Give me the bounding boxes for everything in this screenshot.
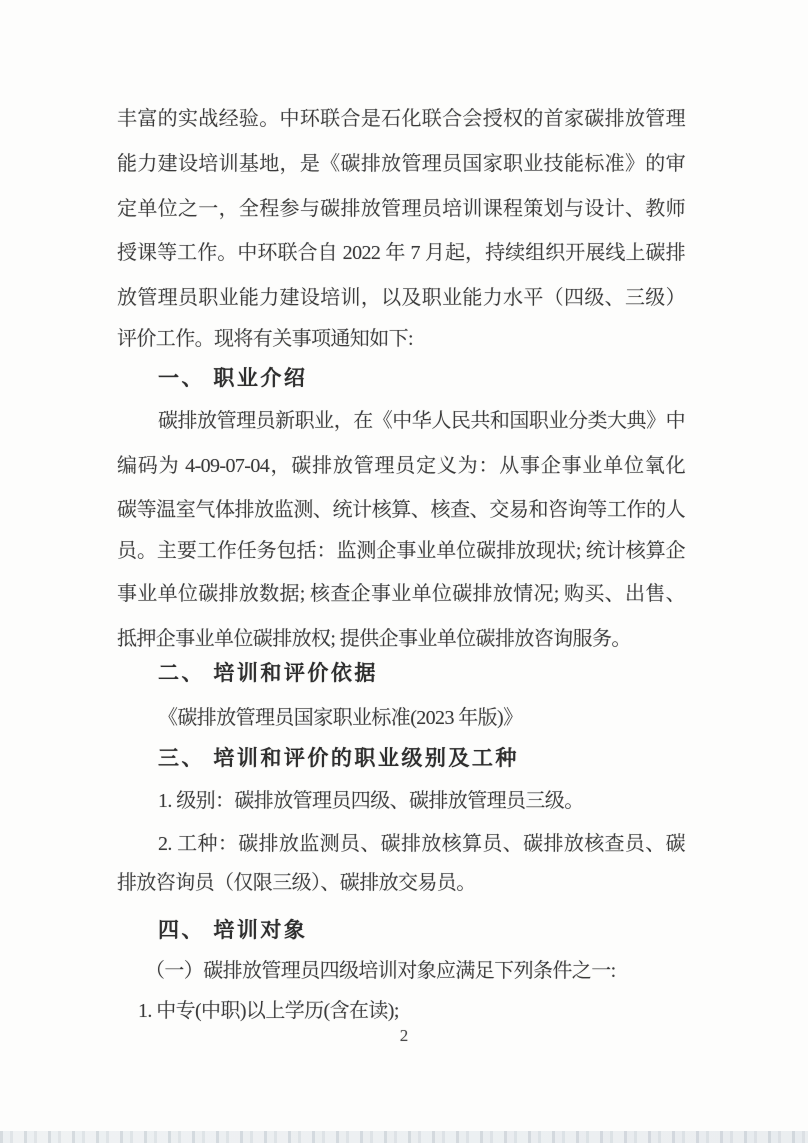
section-heading-1-occupation-intro: 一、 职业介绍 [158,367,308,390]
occupation-paragraph-line: 抵押企事业单位碳排放权; 提供企事业单位碳排放咨询服务。 [117,628,631,650]
intro-paragraph-line: 放管理员职业能力建设培训，以及职业能力水平（四级、三级） [117,287,685,309]
trade-item-line: 排放咨询员（仅限三级）、碳排放交易员。 [117,872,476,894]
scan-artifact-band [0,1131,808,1143]
page-number: 2 [399,1026,409,1045]
standard-reference-line: 《碳排放管理员国家职业标准(2023 年版)》 [158,707,523,729]
section-heading-2-evaluation-basis: 二、 培训和评价依据 [158,662,378,685]
occupation-paragraph-line: 碳排放管理员新职业，在《中华人民共和国职业分类大典》中 [158,410,685,432]
section-heading-3-levels-and-trades: 三、 培训和评价的职业级别及工种 [158,747,519,770]
occupation-paragraph-line: 编码为 4-09-07-04，碳排放管理员定义为：从事企事业单位氧化 [117,455,685,477]
section-heading-4-training-targets: 四、 培训对象 [158,919,308,942]
trade-item-line: 2. 工种：碳排放监测员、碳排放核算员、碳排放核查员、碳 [158,833,685,855]
level-item-line: 1. 级别：碳排放管理员四级、碳排放管理员三级。 [158,790,584,812]
intro-paragraph-line: 授课等工作。中环联合自 2022 年 7 月起，持续组织开展线上碳排 [117,242,685,264]
intro-paragraph-line: 能力建设培训基地，是《碳排放管理员国家职业技能标准》的审 [117,153,685,175]
intro-paragraph-line: 评价工作。现将有关事项通知如下: [117,328,413,350]
target-condition-intro-line: （一）碳排放管理员四级培训对象应满足下列条件之一: [145,960,616,982]
intro-paragraph-line: 丰富的实战经验。中环联合是石化联合会授权的首家碳排放管理 [117,108,685,130]
occupation-paragraph-line: 员。主要工作任务包括：监测企事业单位碳排放现状; 统计核算企 [117,540,685,562]
target-condition-item-line: 1. 中专(中职)以上学历(含在读); [138,1000,399,1022]
occupation-paragraph-line: 事业单位碳排放数据; 核查企事业单位碳排放情况; 购买、出售、 [117,583,685,605]
intro-paragraph-line: 定单位之一，全程参与碳排放管理员培训课程策划与设计、教师 [117,198,685,220]
occupation-paragraph-line: 碳等温室气体排放监测、统计核算、核查、交易和咨询等工作的人 [117,499,685,521]
